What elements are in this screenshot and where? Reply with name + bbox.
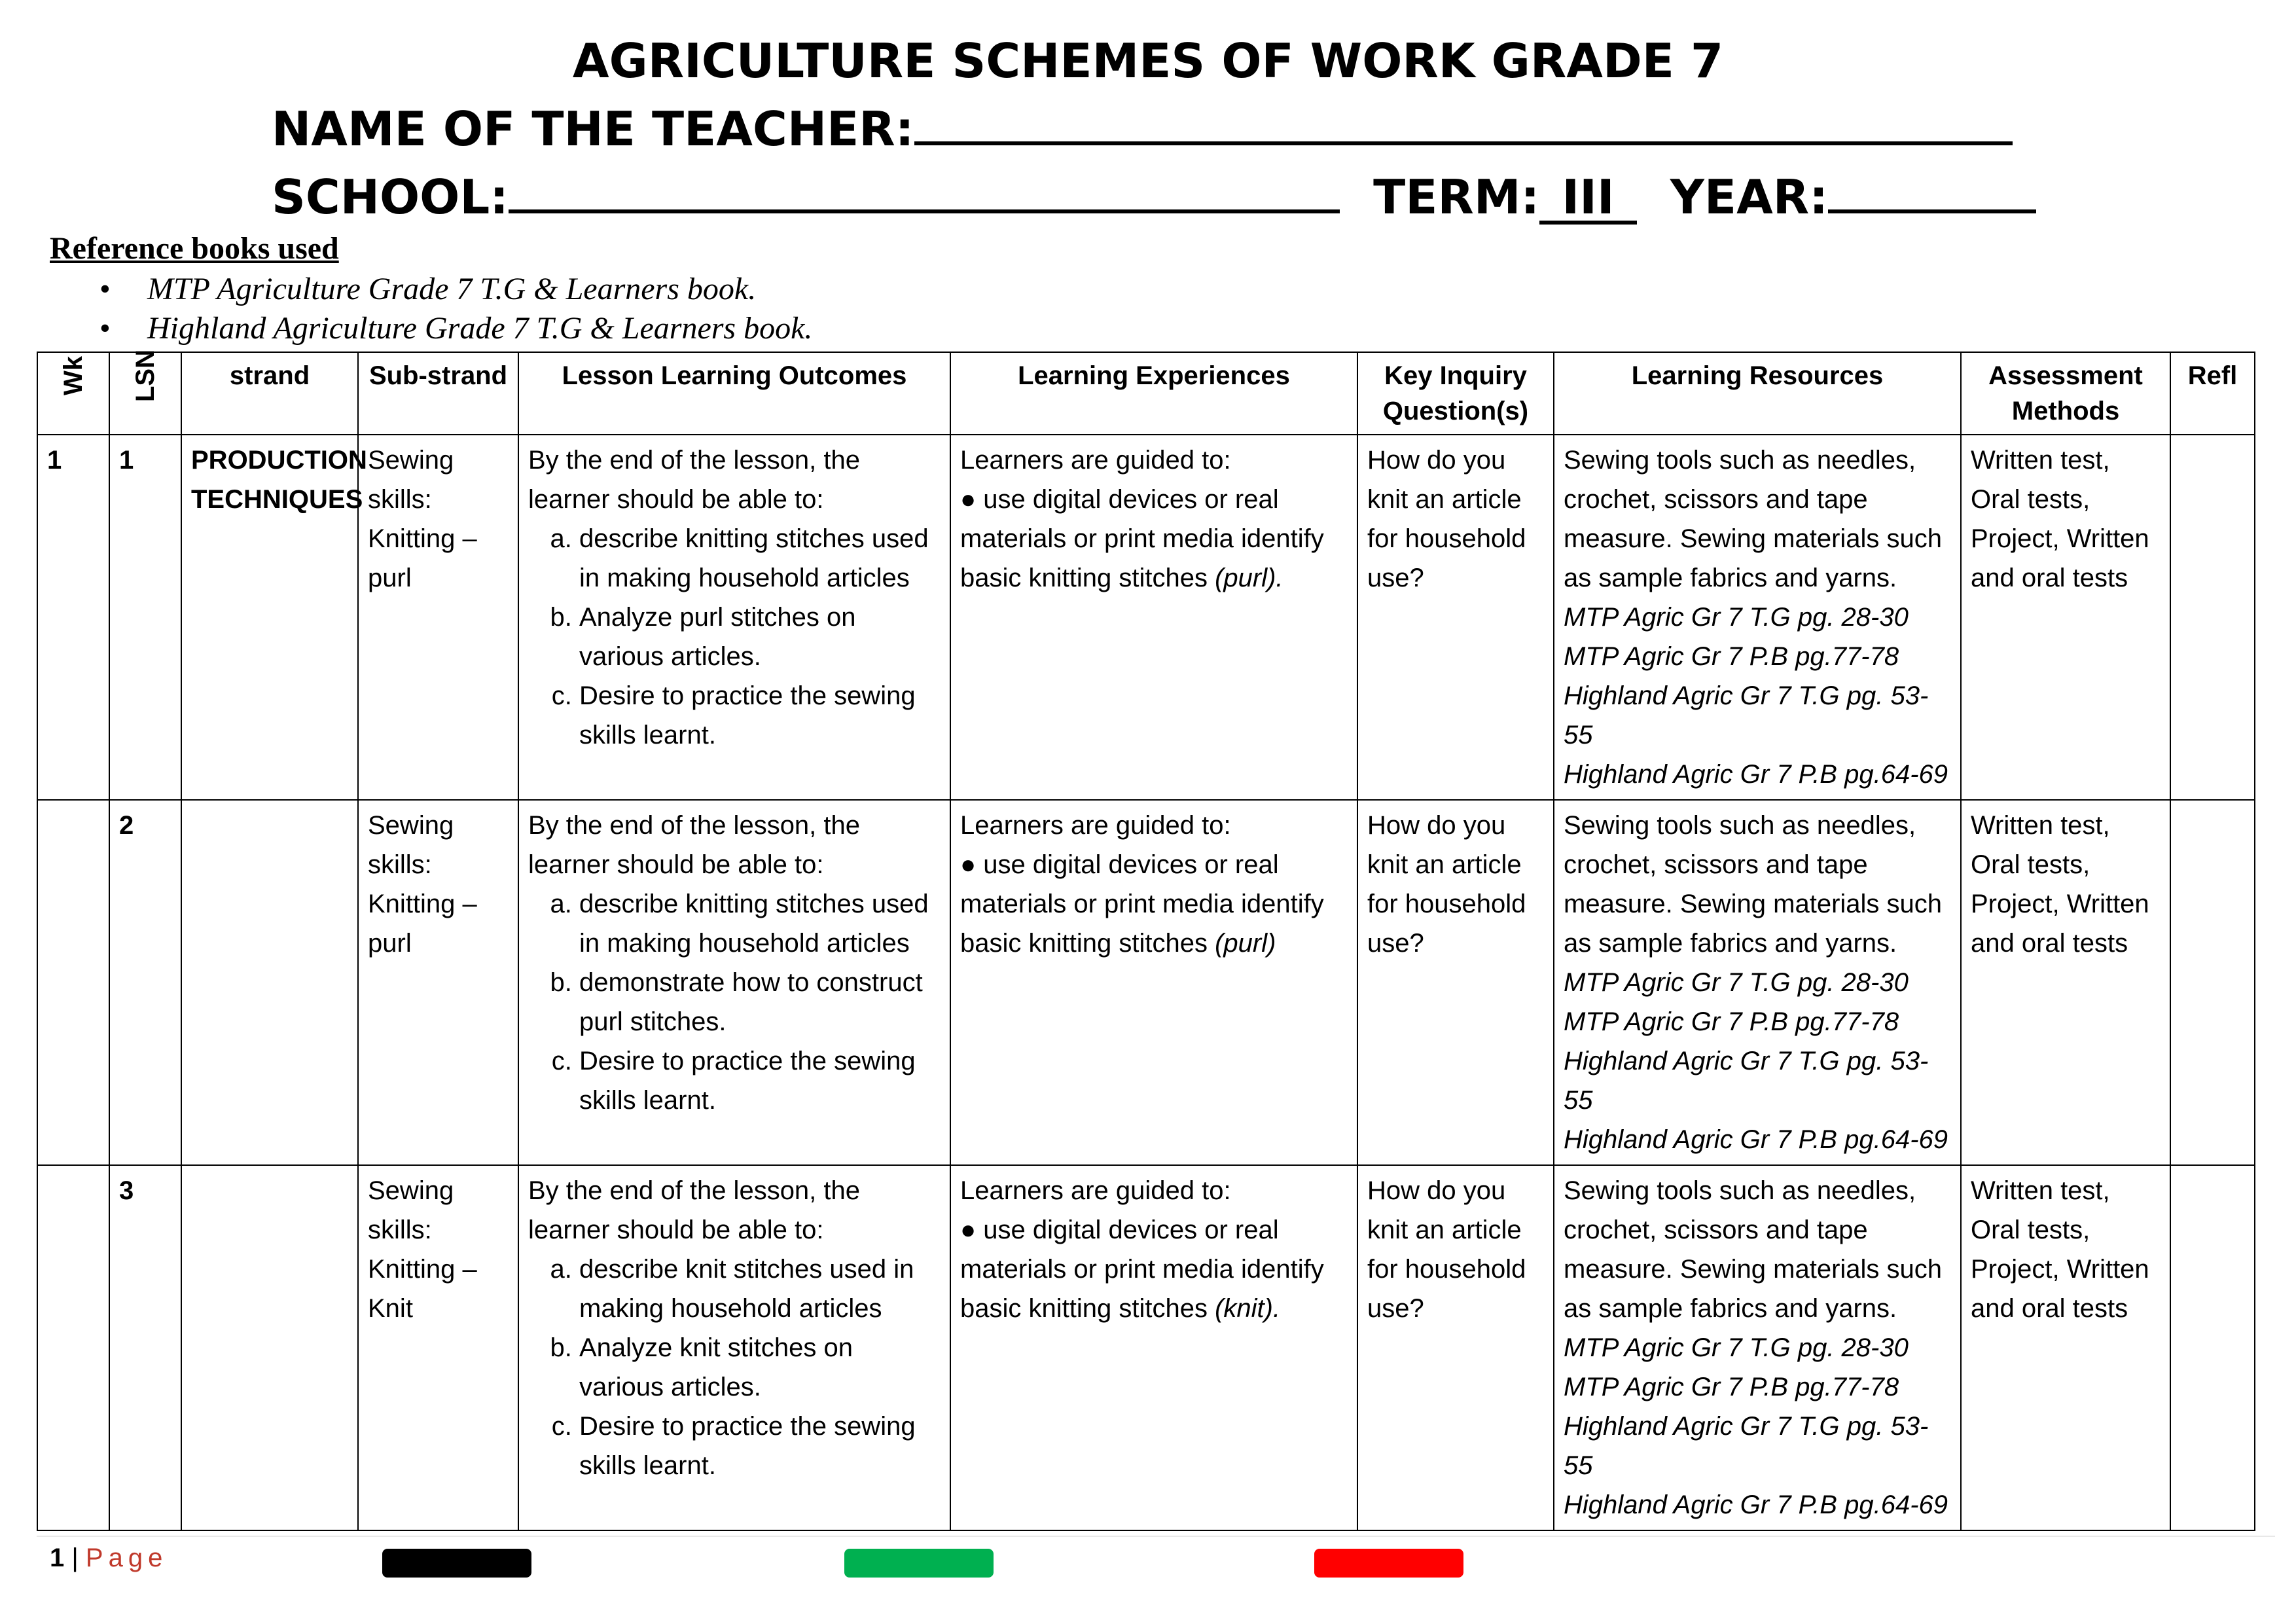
school-label: SCHOOL: (272, 170, 509, 225)
experiences-cell (950, 1165, 1357, 1530)
week-cell (37, 1165, 109, 1530)
reference-item: • Highland Agriculture Grade 7 T.G & Learners book. (92, 309, 812, 348)
outcomes-cell (518, 800, 950, 1165)
school-term-year-line (272, 168, 2036, 226)
table-row (37, 435, 2255, 800)
lesson-cell: 3 (109, 1165, 181, 1530)
col-header-experiences: Learning Experiences (950, 352, 1357, 435)
page-number-value: 1 (50, 1543, 65, 1572)
experiences-text: ● use digital devices or real materials or print media identify basic knitting stitches (960, 1216, 1324, 1323)
references-list (92, 270, 812, 348)
lesson-cell: 1 (109, 435, 181, 800)
strand-cell: PRODUCTION TECHNIQUES (181, 435, 358, 800)
sub-strand-cell: Sewing skills: Knitting – purl (358, 435, 518, 800)
black-bar (382, 1549, 531, 1578)
outcome-item: a. describe knitting stitches used in making household articles (579, 519, 941, 598)
reflection-cell[interactable] (2170, 800, 2255, 1165)
outcome-item: b. Analyze knit stitches on various articles. (579, 1328, 941, 1407)
schemes-table (37, 352, 2255, 1531)
outcomes-intro: By the end of the lesson, the learner should be able to: (528, 446, 861, 514)
resources-cell (1554, 800, 1961, 1165)
resource-ref: Highland Agric Gr 7 P.B pg.64-69 (1564, 760, 1948, 789)
outcomes-list (528, 519, 941, 755)
experiences-intro: Learners are guided to: (960, 1176, 1231, 1205)
resource-ref: Highland Agric Gr 7 T.G pg. 53-55 (1564, 1047, 1929, 1115)
sub-strand-cell: Sewing skills: Knitting – purl (358, 800, 518, 1165)
resources-cell (1554, 435, 1961, 800)
col-header-lsn: LSN (109, 352, 181, 435)
sub-strand-cell: Sewing skills: Knitting – Knit (358, 1165, 518, 1530)
teacher-line (272, 99, 2013, 158)
col-header-inquiry: Key Inquiry Question(s) (1357, 352, 1554, 435)
experiences-italic: (purl). (1215, 564, 1283, 592)
outcome-item: c. Desire to practice the sewing skills learnt. (579, 1407, 941, 1485)
resources-text: Sewing tools such as needles, crochet, scissors and tape measure. Sewing materials such as sample fabrics and yarns. (1564, 1176, 1943, 1323)
teacher-label: NAME OF THE TEACHER: (272, 101, 914, 156)
resources-text: Sewing tools such as needles, crochet, scissors and tape measure. Sewing materials such as sample fabrics and yarns. (1564, 811, 1943, 958)
experiences-italic: (purl) (1215, 929, 1276, 958)
experiences-text: ● use digital devices or real materials or print media identify basic knitting stitches (960, 485, 1324, 592)
assessment-cell: Written test, Oral tests, Project, Written and oral tests (1961, 800, 2170, 1165)
outcome-item: b. Analyze purl stitches on various articles. (579, 598, 941, 676)
outcome-item: a. describe knitting stitches used in making household articles (579, 884, 941, 963)
resource-ref: Highland Agric Gr 7 P.B pg.64-69 (1564, 1125, 1948, 1154)
outcome-item: a. describe knit stitches used in making household articles (579, 1250, 941, 1328)
term-value: III (1539, 173, 1636, 225)
experiences-intro: Learners are guided to: (960, 446, 1231, 475)
resource-ref: MTP Agric Gr 7 T.G pg. 28-30 (1564, 603, 1909, 632)
col-header-strand: strand (181, 352, 358, 435)
year-blank[interactable] (1828, 169, 2036, 213)
resource-ref: MTP Agric Gr 7 P.B pg.77-78 (1564, 642, 1899, 671)
green-bar (844, 1549, 994, 1578)
outcome-item: c. Desire to practice the sewing skills learnt. (579, 1041, 941, 1120)
resource-ref: MTP Agric Gr 7 T.G pg. 28-30 (1564, 1333, 1909, 1362)
resources-cell (1554, 1165, 1961, 1530)
teacher-blank[interactable] (914, 101, 2013, 145)
red-bar (1314, 1549, 1463, 1578)
col-header-wk: Wk (37, 352, 109, 435)
col-header-assessment: Assessment Methods (1961, 352, 2170, 435)
outcomes-cell (518, 1165, 950, 1530)
outcome-item: c. Desire to practice the sewing skills learnt. (579, 676, 941, 755)
week-cell: 1 (37, 435, 109, 800)
document-title: AGRICULTURE SCHEMES OF WORK GRADE 7 (572, 33, 1724, 88)
year-label: YEAR: (1670, 170, 1829, 225)
resource-ref: MTP Agric Gr 7 T.G pg. 28-30 (1564, 968, 1909, 997)
resource-ref: Highland Agric Gr 7 T.G pg. 53-55 (1564, 1412, 1929, 1480)
lesson-cell: 2 (109, 800, 181, 1165)
school-blank[interactable] (509, 169, 1340, 213)
resource-ref: Highland Agric Gr 7 T.G pg. 53-55 (1564, 681, 1929, 749)
col-header-outcomes: Lesson Learning Outcomes (518, 352, 950, 435)
inquiry-cell: How do you knit an article for household use? (1357, 800, 1554, 1165)
page-number (50, 1538, 168, 1578)
resource-ref: Highland Agric Gr 7 P.B pg.64-69 (1564, 1490, 1948, 1519)
reference-item: • MTP Agriculture Grade 7 T.G & Learners book. (92, 270, 812, 309)
inquiry-cell: How do you knit an article for household use? (1357, 435, 1554, 800)
experiences-intro: Learners are guided to: (960, 811, 1231, 840)
outcomes-intro: By the end of the lesson, the learner should be able to: (528, 1176, 861, 1244)
resource-ref: MTP Agric Gr 7 P.B pg.77-78 (1564, 1007, 1899, 1036)
experiences-text: ● use digital devices or real materials or print media identify basic knitting stitches (960, 850, 1324, 958)
outcome-item: b. demonstrate how to construct purl stitches. (579, 963, 941, 1041)
experiences-cell (950, 800, 1357, 1165)
experiences-italic: (knit). (1215, 1294, 1281, 1323)
references-heading: Reference books used (50, 231, 339, 266)
resource-ref: MTP Agric Gr 7 P.B pg.77-78 (1564, 1373, 1899, 1401)
page-label: Page (85, 1543, 168, 1572)
term-label: TERM: (1373, 170, 1540, 225)
outcomes-list (528, 884, 941, 1120)
outcomes-cell (518, 435, 950, 800)
assessment-cell: Written test, Oral tests, Project, Written and oral tests (1961, 435, 2170, 800)
outcomes-list (528, 1250, 941, 1485)
table-header-row (37, 352, 2255, 435)
outcomes-intro: By the end of the lesson, the learner should be able to: (528, 811, 861, 879)
table-row (37, 800, 2255, 1165)
table-row (37, 1165, 2255, 1530)
col-header-resources: Learning Resources (1554, 352, 1961, 435)
assessment-cell: Written test, Oral tests, Project, Written and oral tests (1961, 1165, 2170, 1530)
strand-cell (181, 800, 358, 1165)
week-cell (37, 800, 109, 1165)
reflection-cell[interactable] (2170, 435, 2255, 800)
col-header-reflection: Refl (2170, 352, 2255, 435)
experiences-cell (950, 435, 1357, 800)
reflection-cell[interactable] (2170, 1165, 2255, 1530)
footer-divider (37, 1536, 2275, 1537)
resources-text: Sewing tools such as needles, crochet, scissors and tape measure. Sewing materials such as sample fabrics and yarns. (1564, 446, 1943, 592)
inquiry-cell: How do you knit an article for household use? (1357, 1165, 1554, 1530)
page-separator: | (71, 1543, 79, 1572)
col-header-sub-strand: Sub-strand (358, 352, 518, 435)
strand-cell (181, 1165, 358, 1530)
